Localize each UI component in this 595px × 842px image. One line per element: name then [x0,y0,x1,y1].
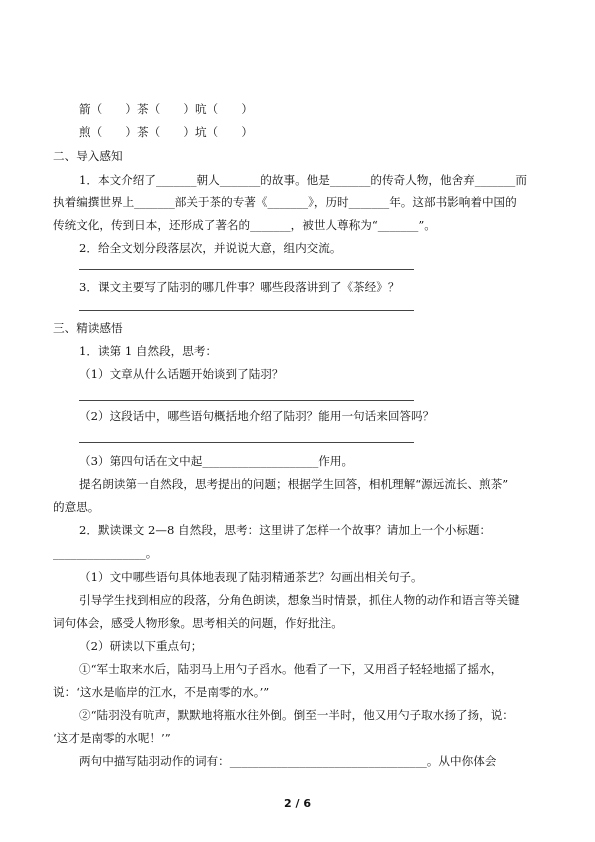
page-number: 2 / 6 [284,797,311,810]
paragraph-line: 的意思。 [53,500,100,514]
question-line: （1）文中哪些语句具体地表现了陆羽精通茶艺？勾画出相关句子。 [79,570,423,584]
question-line: （2）研读以下重点句； [79,639,203,653]
paragraph-line: 执着编撰世界上_______部关于茶的专著《_______》，历时_______年。这部书影响着中国的 [53,195,517,209]
quote-line: ②“陆羽没有吭声，默默地将瓶水往外倒。倒至一半时，他又用勺子取水扬了扬，说： [79,708,514,722]
question-line: 2．给全文划分段落层次，并说说大意，组内交流。 [79,241,342,255]
question-line: （2）这段话中，哪些语句概括地介绍了陆羽？能用一句话来回答吗？ [79,409,435,423]
pinyin-row-2: 煎（ ）茶（ ）坑（ ） [79,125,253,139]
section-heading: 三、精读感悟 [53,321,123,335]
quote-line: 说：‘这水是临岸的江水，不是南零的水。’” [53,685,270,699]
question-line: 2．默读课文 2—8 自然段，思考：这里讲了怎样一个故事？请加上一个小标题： [79,523,492,537]
pinyin-row-1: 箭（ ）茶（ ）吭（ ） [79,102,253,116]
question-line: （1）文章从什么话题开始谈到了陆羽？ [79,367,284,381]
paragraph-line: 引导学生找到相应的段落，分角色朗读，想象当时情景，抓住人物的动作和语言等关键 [79,593,520,607]
question-line: 1．读第 1 自然段，思考： [79,344,218,358]
quote-line: ‘这才是南零的水呢！’” [53,731,171,745]
paragraph-line: 词句体会，感受人物形象。思考相关的问题，作好批注。 [53,616,343,630]
answer-line [79,310,414,311]
answer-line [79,269,414,270]
question-line: 两句中描写陆羽动作的词有：__________________________________。从中你体会 [79,754,497,768]
section-heading: 二、导入感知 [53,149,123,163]
paragraph-line: 传统文化，传到日本，还形成了著名的_______，被世人尊称为“_______”。 [53,218,436,232]
answer-line [79,442,414,443]
answer-line [79,400,414,401]
answer-blank: ________________。 [53,546,158,560]
question-line: 3．课文主要写了陆羽的哪几件事？哪些段落讲到了《茶经》？ [79,280,400,294]
paragraph-line: 提名朗读第一自然段，思考提出的问题；根据学生回答，相机理解“源远流长、煎茶” [79,477,509,491]
paragraph-line: 1．本文介绍了_______朝人_______的故事。他是_______的传奇人物，他舍弃_______而 [79,173,527,187]
quote-line: ①“军士取来水后，陆羽马上用勺子舀水。他看了一下，又用舀子轻轻地摇了摇水， [79,662,503,676]
question-line: （3）第四句话在文中起____________________作用。 [79,454,354,468]
